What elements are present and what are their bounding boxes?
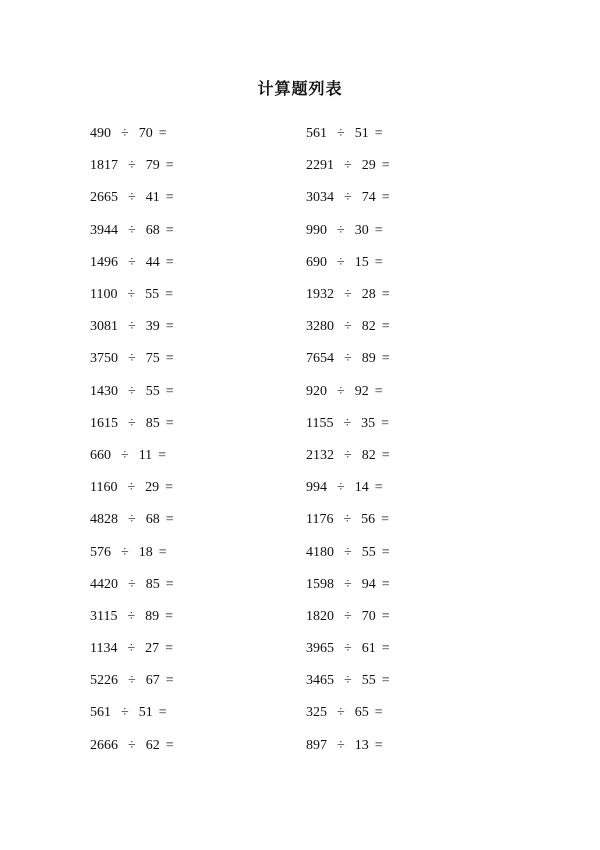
dividend: 1134 <box>90 641 118 657</box>
division-sign: ÷ <box>337 222 345 238</box>
divisor: 67 <box>145 673 160 689</box>
equals-sign: = <box>381 287 390 303</box>
dividend: 4828 <box>90 512 118 528</box>
division-sign: ÷ <box>128 576 136 592</box>
division-sign: ÷ <box>344 158 352 174</box>
dividend: 7654 <box>306 351 334 367</box>
equals-sign: = <box>381 319 390 335</box>
division-sign: ÷ <box>128 254 136 270</box>
dividend: 2665 <box>90 190 118 206</box>
divisor: 56 <box>361 512 376 528</box>
division-sign: ÷ <box>121 705 129 721</box>
divisor: 65 <box>354 705 369 721</box>
dividend: 660 <box>90 447 111 463</box>
division-sign: ÷ <box>128 222 136 238</box>
equals-sign: = <box>165 190 174 206</box>
dividend: 4180 <box>306 544 334 560</box>
division-sign: ÷ <box>337 737 345 753</box>
equals-sign: = <box>381 447 390 463</box>
divisor: 51 <box>138 705 153 721</box>
equals-sign: = <box>381 608 390 624</box>
division-sign: ÷ <box>337 705 345 721</box>
division-problem <box>90 601 290 633</box>
dividend: 1932 <box>306 287 334 303</box>
dividend: 3465 <box>306 673 334 689</box>
divisor: 94 <box>361 576 376 592</box>
division-problem <box>90 569 290 601</box>
division-problem <box>90 247 290 279</box>
division-problem <box>90 697 290 729</box>
divisor: 51 <box>354 126 369 142</box>
division-problem <box>90 343 290 375</box>
division-problem <box>90 730 290 762</box>
left-problem-column <box>90 118 290 762</box>
divisor: 13 <box>354 737 369 753</box>
divisor: 30 <box>354 222 369 238</box>
divisor: 92 <box>354 383 369 399</box>
equals-sign: = <box>165 383 174 399</box>
dividend: 1430 <box>90 383 118 399</box>
division-problem <box>306 504 506 536</box>
division-problem <box>306 343 506 375</box>
dividend: 1598 <box>306 576 334 592</box>
dividend: 690 <box>306 254 327 270</box>
division-sign: ÷ <box>337 480 345 496</box>
dividend: 2666 <box>90 737 118 753</box>
divisor: 28 <box>361 287 376 303</box>
division-problem <box>306 408 506 440</box>
division-problem <box>306 215 506 247</box>
division-problem <box>306 569 506 601</box>
division-problem <box>306 247 506 279</box>
equals-sign: = <box>165 319 174 335</box>
division-sign: ÷ <box>128 383 136 399</box>
division-sign: ÷ <box>121 447 129 463</box>
division-sign: ÷ <box>344 641 352 657</box>
division-sign: ÷ <box>337 126 345 142</box>
division-sign: ÷ <box>337 383 345 399</box>
division-sign: ÷ <box>344 351 352 367</box>
divisor: 18 <box>138 544 153 560</box>
division-sign: ÷ <box>128 319 136 335</box>
equals-sign: = <box>374 254 383 270</box>
equals-sign: = <box>165 287 174 303</box>
divisor: 14 <box>354 480 369 496</box>
equals-sign: = <box>381 544 390 560</box>
division-sign: ÷ <box>344 576 352 592</box>
dividend: 561 <box>306 126 327 142</box>
division-problem <box>306 665 506 697</box>
divisor: 55 <box>361 544 376 560</box>
dividend: 490 <box>90 126 111 142</box>
division-sign: ÷ <box>128 415 136 431</box>
division-problem <box>90 665 290 697</box>
division-problem <box>90 311 290 343</box>
equals-sign: = <box>158 447 167 463</box>
division-problem <box>306 376 506 408</box>
equals-sign: = <box>165 351 174 367</box>
equals-sign: = <box>165 512 174 528</box>
division-problem <box>306 730 506 762</box>
division-problem <box>306 633 506 665</box>
divisor: 82 <box>361 319 376 335</box>
dividend: 3081 <box>90 319 118 335</box>
equals-sign: = <box>381 576 390 592</box>
division-sign: ÷ <box>128 673 136 689</box>
division-problem <box>306 697 506 729</box>
division-sign: ÷ <box>344 544 352 560</box>
equals-sign: = <box>165 608 174 624</box>
page-title: 计算题列表 <box>257 79 343 98</box>
dividend: 3944 <box>90 222 118 238</box>
divisor: 68 <box>145 222 160 238</box>
dividend: 1100 <box>90 287 118 303</box>
division-sign: ÷ <box>127 480 136 496</box>
division-sign: ÷ <box>343 415 352 431</box>
equals-sign: = <box>381 512 390 528</box>
dividend: 920 <box>306 383 327 399</box>
equals-sign: = <box>381 415 390 431</box>
divisor: 62 <box>145 737 160 753</box>
division-problem <box>306 601 506 633</box>
division-problem <box>90 182 290 214</box>
division-problem <box>90 472 290 504</box>
equals-sign: = <box>158 544 167 560</box>
divisor: 89 <box>361 351 376 367</box>
division-problem <box>306 150 506 182</box>
divisor: 61 <box>361 641 376 657</box>
equals-sign: = <box>165 254 174 270</box>
equals-sign: = <box>165 576 174 592</box>
equals-sign: = <box>381 351 390 367</box>
division-sign: ÷ <box>127 641 136 657</box>
divisor: 82 <box>361 447 376 463</box>
division-sign: ÷ <box>344 608 352 624</box>
division-problem <box>90 408 290 440</box>
equals-sign: = <box>165 737 174 753</box>
division-sign: ÷ <box>121 126 129 142</box>
divisor: 89 <box>145 608 160 624</box>
dividend: 5226 <box>90 673 118 689</box>
division-sign: ÷ <box>128 351 136 367</box>
dividend: 3115 <box>90 608 118 624</box>
equals-sign: = <box>374 480 383 496</box>
equals-sign: = <box>374 737 383 753</box>
division-problem <box>306 536 506 568</box>
division-sign: ÷ <box>343 512 352 528</box>
division-sign: ÷ <box>344 673 352 689</box>
divisor: 70 <box>138 126 153 142</box>
division-sign: ÷ <box>127 608 136 624</box>
divisor: 41 <box>145 190 160 206</box>
dividend: 1817 <box>90 158 118 174</box>
divisor: 35 <box>361 415 376 431</box>
divisor: 70 <box>361 608 376 624</box>
dividend: 1155 <box>306 415 334 431</box>
division-problem <box>90 536 290 568</box>
equals-sign: = <box>165 641 174 657</box>
dividend: 1496 <box>90 254 118 270</box>
dividend: 3280 <box>306 319 334 335</box>
equals-sign: = <box>374 383 383 399</box>
dividend: 994 <box>306 480 327 496</box>
dividend: 3034 <box>306 190 334 206</box>
divisor: 55 <box>145 287 160 303</box>
dividend: 576 <box>90 544 111 560</box>
equals-sign: = <box>165 222 174 238</box>
divisor: 27 <box>145 641 160 657</box>
divisor: 39 <box>145 319 160 335</box>
equals-sign: = <box>165 673 174 689</box>
dividend: 1176 <box>306 512 334 528</box>
equals-sign: = <box>381 158 390 174</box>
dividend: 325 <box>306 705 327 721</box>
division-problem <box>90 633 290 665</box>
division-problem <box>90 279 290 311</box>
equals-sign: = <box>158 126 167 142</box>
division-problem <box>90 150 290 182</box>
division-sign: ÷ <box>128 737 136 753</box>
equals-sign: = <box>381 641 390 657</box>
division-problem <box>90 376 290 408</box>
dividend: 3965 <box>306 641 334 657</box>
dividend: 2132 <box>306 447 334 463</box>
dividend: 1160 <box>90 480 118 496</box>
equals-sign: = <box>374 126 383 142</box>
dividend: 3750 <box>90 351 118 367</box>
divisor: 75 <box>145 351 160 367</box>
division-problem <box>306 472 506 504</box>
divisor: 29 <box>145 480 160 496</box>
divisor: 15 <box>354 254 369 270</box>
dividend: 1820 <box>306 608 334 624</box>
dividend: 990 <box>306 222 327 238</box>
division-sign: ÷ <box>128 512 136 528</box>
division-problem <box>90 504 290 536</box>
division-problem <box>90 440 290 472</box>
divisor: 79 <box>145 158 160 174</box>
division-problem <box>306 279 506 311</box>
division-sign: ÷ <box>128 190 136 206</box>
equals-sign: = <box>374 705 383 721</box>
dividend: 2291 <box>306 158 334 174</box>
division-problem <box>90 215 290 247</box>
equals-sign: = <box>381 673 390 689</box>
division-sign: ÷ <box>344 319 352 335</box>
divisor: 29 <box>361 158 376 174</box>
division-problem <box>306 440 506 472</box>
equals-sign: = <box>158 705 167 721</box>
divisor: 68 <box>145 512 160 528</box>
equals-sign: = <box>374 222 383 238</box>
dividend: 897 <box>306 737 327 753</box>
division-sign: ÷ <box>337 254 345 270</box>
division-sign: ÷ <box>344 447 352 463</box>
division-sign: ÷ <box>344 287 352 303</box>
division-problem <box>90 118 290 150</box>
division-sign: ÷ <box>121 544 129 560</box>
dividend: 4420 <box>90 576 118 592</box>
division-problem <box>306 182 506 214</box>
equals-sign: = <box>381 190 390 206</box>
equals-sign: = <box>165 480 174 496</box>
divisor: 85 <box>145 415 160 431</box>
right-problem-column <box>306 118 506 762</box>
divisor: 55 <box>361 673 376 689</box>
equals-sign: = <box>165 415 174 431</box>
division-sign: ÷ <box>127 287 136 303</box>
division-problem <box>306 311 506 343</box>
divisor: 85 <box>145 576 160 592</box>
divisor: 55 <box>145 383 160 399</box>
division-sign: ÷ <box>128 158 136 174</box>
equals-sign: = <box>165 158 174 174</box>
divisor: 74 <box>361 190 376 206</box>
division-sign: ÷ <box>344 190 352 206</box>
dividend: 561 <box>90 705 111 721</box>
divisor: 44 <box>145 254 160 270</box>
divisor: 11 <box>138 447 153 463</box>
dividend: 1615 <box>90 415 118 431</box>
division-problem <box>306 118 506 150</box>
